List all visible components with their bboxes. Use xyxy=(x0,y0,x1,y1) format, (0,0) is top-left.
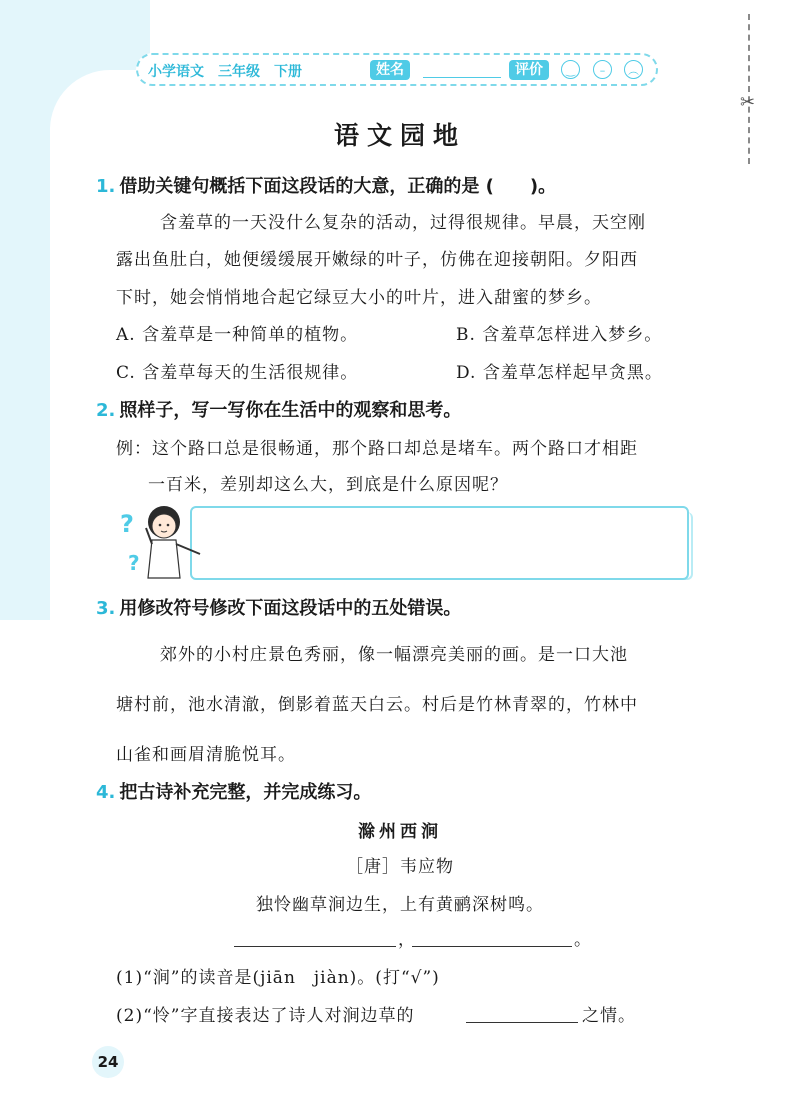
passage-line: 露出鱼肚白，她便缓缓展开嫩绿的叶子，仿佛在迎接朝阳。夕阳西 xyxy=(116,250,638,270)
question-number: 3. xyxy=(96,598,116,619)
name-label: 姓名 xyxy=(370,60,410,80)
example-line: 一百米，差别却这么大，到底是什么原因呢？ xyxy=(148,475,508,495)
poem-author: ［唐］韦应物 xyxy=(346,857,454,877)
passage-line: 郊外的小村庄景色秀丽，像一幅漂亮美丽的画。是一口大池 xyxy=(160,645,628,665)
sub-question-2-suffix: 之情。 xyxy=(582,1006,636,1026)
passage-line: 塘村前，池水清澈，倒影着蓝天白云。村后是竹林青翠的，竹林中 xyxy=(116,695,638,715)
answer-box[interactable] xyxy=(190,506,689,580)
example-line: 例：这个路口总是很畅通，那个路口却总是堵车。两个路口才相距 xyxy=(116,439,638,459)
question-2 xyxy=(96,396,461,422)
poem-comma: ， xyxy=(398,930,416,950)
header-bar xyxy=(136,53,658,86)
question-prompt: 用修改符号修改下面这段话中的五处错误。 xyxy=(119,598,462,619)
question-number: 1. xyxy=(96,176,116,197)
sad-face-icon[interactable]: ︵ xyxy=(624,60,643,79)
svg-text:?: ? xyxy=(128,551,140,575)
question-prompt: 照样子，写一写你在生活中的观察和思考。 xyxy=(119,400,462,421)
svg-text:?: ? xyxy=(120,510,134,538)
poem-line-1: 独怜幽草涧边生，上有黄鹂深树鸣。 xyxy=(256,895,544,915)
option-d[interactable]: D. 含羞草怎样起早贪黑。 xyxy=(456,363,663,383)
passage-line: 下时，她会悄悄地合起它绿豆大小的叶片，进入甜蜜的梦乡。 xyxy=(116,288,602,308)
option-a[interactable]: A. 含羞草是一种简单的植物。 xyxy=(116,325,359,345)
happy-face-icon[interactable]: ‿ xyxy=(561,60,580,79)
option-c[interactable]: C. 含羞草每天的生活很规律。 xyxy=(116,363,359,383)
name-field[interactable] xyxy=(423,77,501,78)
neutral-face-icon[interactable]: – xyxy=(593,60,612,79)
question-1 xyxy=(96,172,556,198)
sub-question-2-blank[interactable] xyxy=(466,996,578,1023)
question-prompt: 把古诗补充完整，并完成练习。 xyxy=(119,782,372,803)
question-4 xyxy=(96,778,371,804)
eval-label: 评价 xyxy=(509,60,549,80)
poem-period: 。 xyxy=(574,930,592,950)
sub-question-2-prefix: (2)“怜”字直接表达了诗人对涧边草的 xyxy=(116,1006,415,1026)
question-number: 4. xyxy=(96,782,116,803)
passage-line: 山雀和画眉清脆悦耳。 xyxy=(116,745,296,765)
passage-line: 含羞草的一天没什么复杂的活动，过得很规律。早晨，天空刚 xyxy=(160,213,646,233)
page-title: 语文园地 xyxy=(333,121,466,150)
poem-blank-1[interactable] xyxy=(234,918,396,947)
scissors-icon: ✂ xyxy=(740,92,756,113)
poem-blank-2[interactable] xyxy=(412,918,572,947)
page-number: 24 xyxy=(92,1046,124,1078)
option-b[interactable]: B. 含羞草怎样进入梦乡。 xyxy=(456,325,663,345)
poem-title: 滁州西涧 xyxy=(358,822,442,842)
sub-question-1: (1)“涧”的读音是(jiān jiàn)。(打“√”) xyxy=(116,968,440,988)
question-3 xyxy=(96,594,461,620)
question-number: 2. xyxy=(96,400,116,421)
question-prompt: 借助关键句概括下面这段话的大意，正确的是 ( )。 xyxy=(119,176,557,197)
book-label: 小学语文 三年级 下册 xyxy=(148,64,302,80)
girl-thinking-icon xyxy=(118,498,218,580)
